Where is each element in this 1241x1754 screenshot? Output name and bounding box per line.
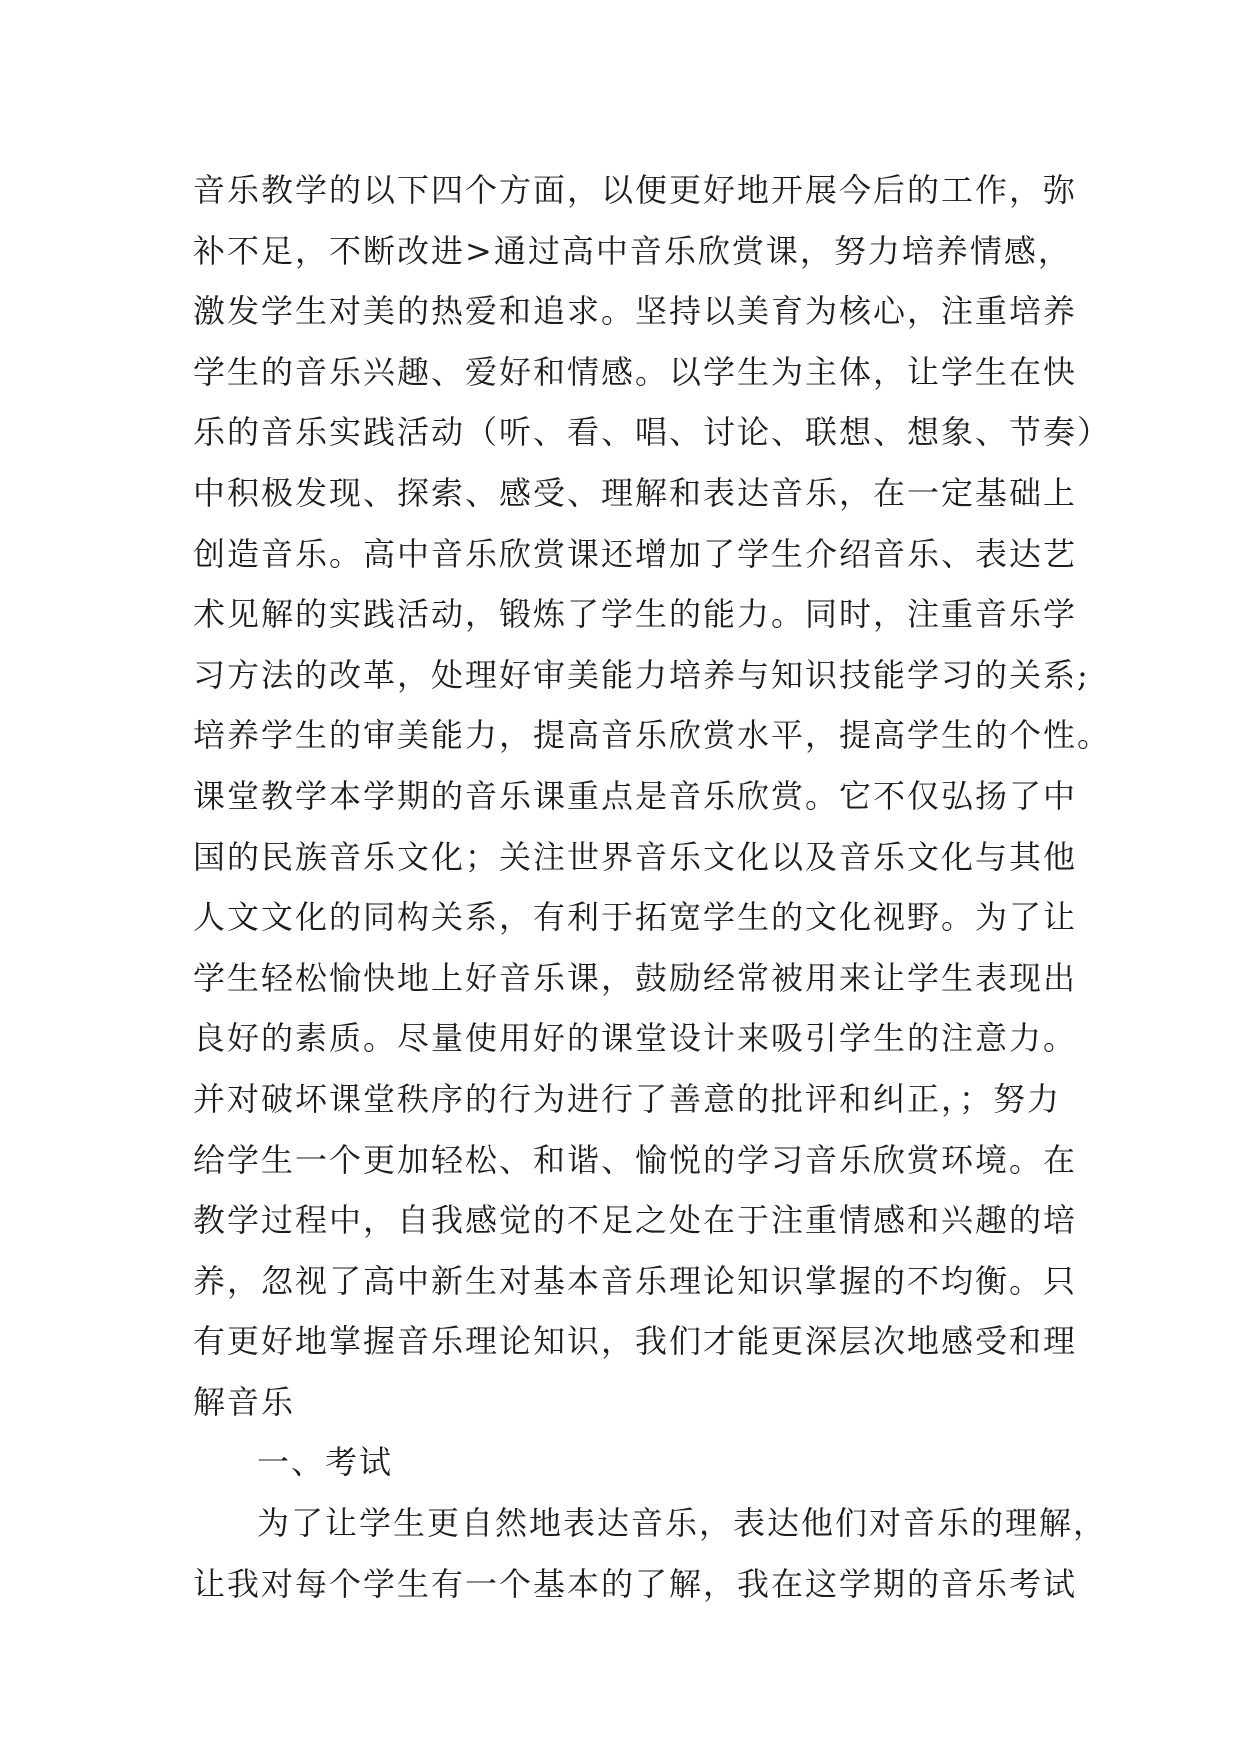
text-line: 音乐教学的以下四个方面，以便更好地开展今后的工作，弥 <box>193 171 1078 209</box>
text-line: 激发学生对美的热爱和追求。坚持以美育为核心，注重培养 <box>193 292 1078 331</box>
text-line: 养，忽视了高中新生对基本音乐理论知识掌握的不均衡。只 <box>193 1261 1078 1300</box>
text-line: 人文文化的同构关系，有利于拓宽学生的文化视野。为了让 <box>193 898 1078 937</box>
text-line: 给学生一个更加轻松、和谐、愉悦的学习音乐欣赏环境。在 <box>193 1140 1078 1179</box>
text-line: 补不足，不断改进>通过高中音乐欣赏课，努力培养情感， <box>193 231 1072 270</box>
text-line: 培养学生的审美能力，提高音乐欣赏水平，提高学生的个性。 <box>193 716 1112 755</box>
text-line: 学生的音乐兴趣、爱好和情感。以学生为主体，让学生在快 <box>193 352 1078 391</box>
text-line: 让我对每个学生有一个基本的了解，我在这学期的音乐考试 <box>193 1564 1078 1603</box>
text-line: 教学过程中，自我感觉的不足之处在于注重情感和兴趣的培 <box>193 1201 1078 1240</box>
text-line: 学生轻松愉快地上好音乐课，鼓励经常被用来让学生表现出 <box>193 958 1078 997</box>
text-line: 国的民族音乐文化；关注世界音乐文化以及音乐文化与其他 <box>193 837 1078 876</box>
section-heading: 一、考试 <box>257 1443 394 1482</box>
text-line: 习方法的改革，处理好审美能力培养与知识技能学习的关系; <box>193 655 1090 694</box>
text-line: 良好的素质。尽量使用好的课堂设计来吸引学生的注意力。 <box>193 1019 1078 1058</box>
text-line: 为了让学生更自然地表达音乐，表达他们对音乐的理解， <box>257 1504 1108 1543</box>
text-line: 课堂教学本学期的音乐课重点是音乐欣赏。它不仅弘扬了中 <box>193 776 1078 815</box>
text-line: 乐的音乐实践活动（听、看、唱、讨论、联想、想象、节奏） <box>193 413 1112 452</box>
body-text <box>193 160 1112 1614</box>
text-line: 术见解的实践活动，锻炼了学生的能力。同时，注重音乐学 <box>193 595 1078 634</box>
text-line: 并对破坏课堂秩序的行为进行了善意的批评和纠正，；努力 <box>193 1079 1062 1118</box>
text-line: 有更好地掌握音乐理论知识，我们才能更深层次地感受和理 <box>193 1322 1078 1361</box>
text-line: 创造音乐。高中音乐欣赏课还增加了学生介绍音乐、表达艺 <box>193 534 1078 573</box>
text-line: 解音乐 <box>193 1382 296 1421</box>
text-line: 中积极发现、探索、感受、理解和表达音乐，在一定基础上 <box>193 473 1078 512</box>
